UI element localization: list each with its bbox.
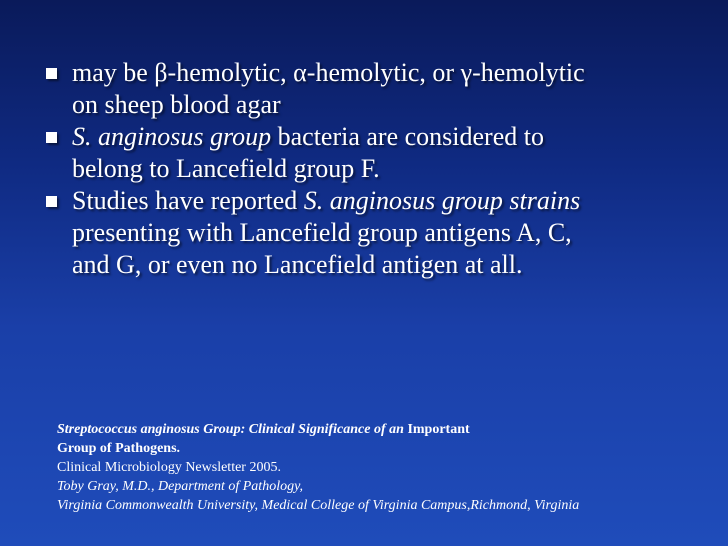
bullet-list [46,57,696,281]
bullet-text-line: bacteria are considered to [271,122,544,151]
bullet-text-line: belong to Lancefield group F. [72,154,380,183]
bullet-text-line: may be β-hemolytic, α-hemolytic, or γ-hemolytic [72,58,585,87]
bullet-text-line: Studies have reported [72,186,304,215]
bullet-item-group-f [46,121,696,185]
square-bullet-icon [46,68,57,79]
reference-title-rest: Important [403,422,470,437]
reference-affiliation-city: Richmond, Virginia [470,498,580,513]
reference-journal: Clinical Microbiology Newsletter 2005. [57,460,281,475]
reference-affiliation [57,496,697,515]
reference-citation [57,420,697,515]
bullet-text-line: and G, or even no Lancefield antigen at all. [72,250,523,279]
reference-affiliation-italic: Virginia Commonwealth University, Medical College of Virginia Campus, [57,498,471,513]
species-name: S. anginosus group strains [303,186,581,215]
bullet-item-hemolysis [46,57,696,121]
square-bullet-icon [46,196,57,207]
square-bullet-icon [46,132,57,143]
reference-author: Toby Gray, M.D., Department of Pathology, [57,479,304,494]
species-name: S. anginosus group [72,122,272,151]
bullet-item-studies [46,185,696,281]
bullet-text-line: on sheep blood agar [72,90,281,119]
reference-title-italic: Streptococcus anginosus Group: Clinical Significance of an [57,422,404,437]
reference-title-line2: Group of Pathogens. [57,441,181,456]
reference-title [57,420,697,439]
bullet-text-line: presenting with Lancefield group antigens A, C, [72,218,572,247]
